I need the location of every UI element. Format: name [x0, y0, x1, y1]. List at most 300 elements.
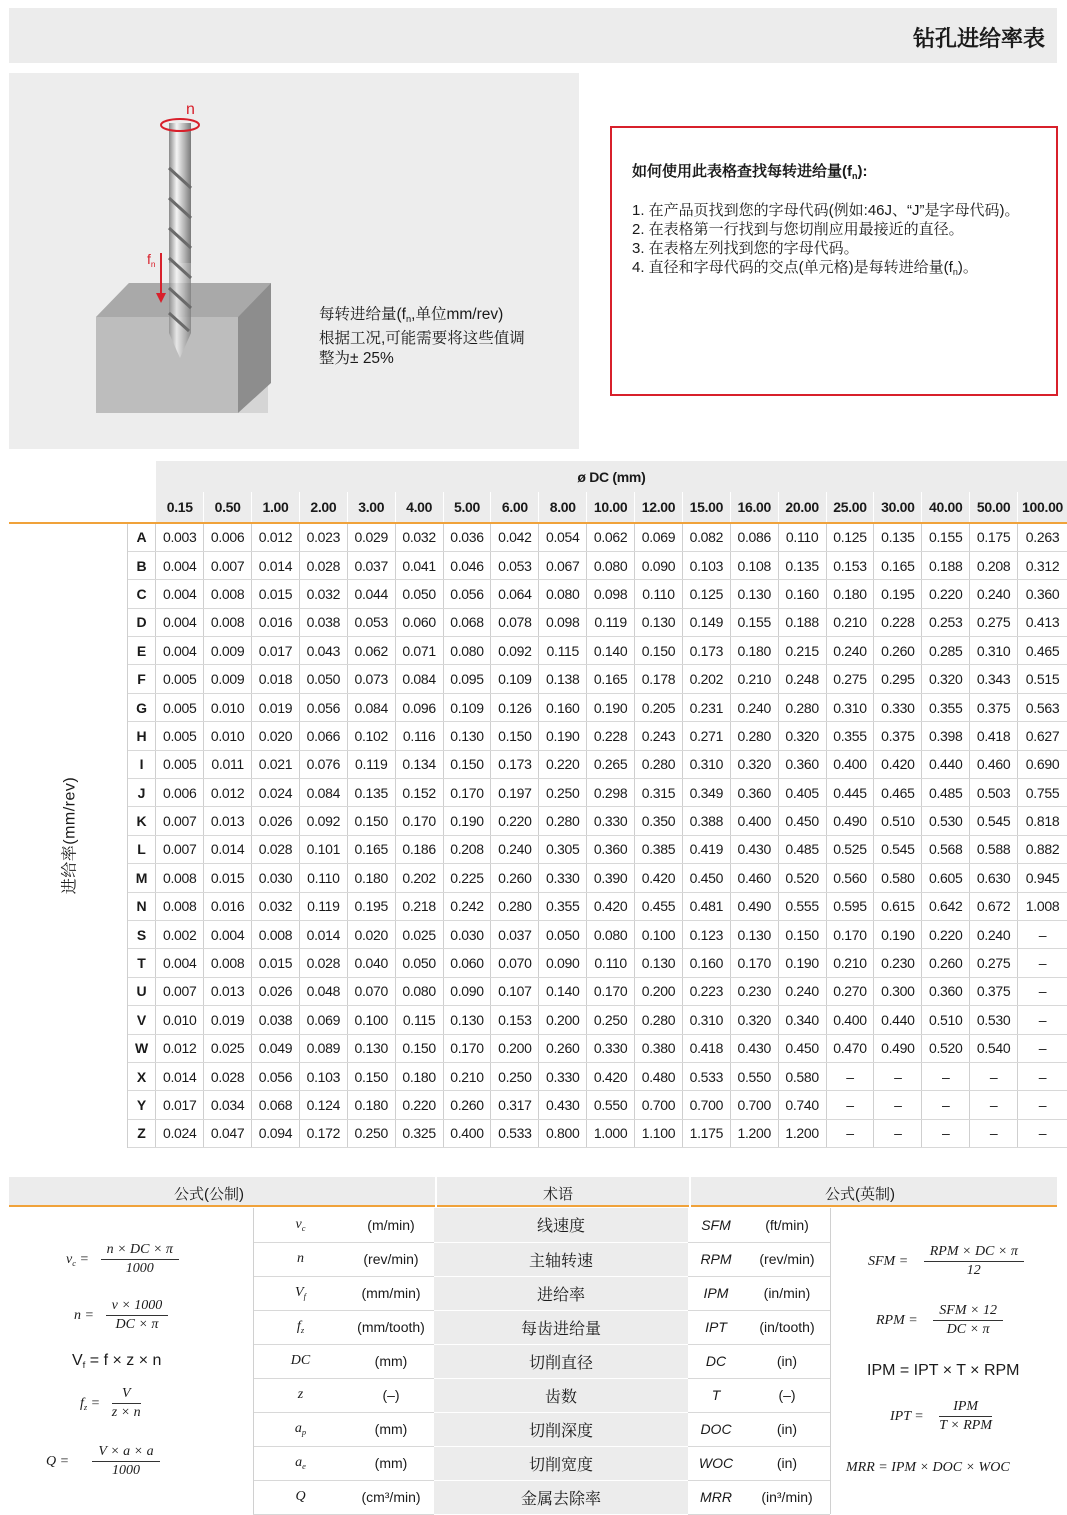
- feed-value: 0.188: [778, 608, 826, 636]
- feed-value: 0.740: [778, 1091, 826, 1119]
- feed-value: 0.450: [778, 1034, 826, 1062]
- feed-value: 0.024: [252, 779, 300, 807]
- feed-value: 0.260: [491, 864, 539, 892]
- feed-value: 0.172: [299, 1119, 347, 1147]
- title-bar: [9, 8, 1057, 63]
- feed-value: 0.200: [635, 977, 683, 1005]
- feed-value: 0.405: [778, 779, 826, 807]
- feed-value: 0.150: [491, 722, 539, 750]
- feed-value: 0.014: [252, 551, 300, 579]
- symbol-text: Q: [295, 1489, 306, 1504]
- feed-value: 0.285: [922, 637, 970, 665]
- howto-steps: [632, 201, 1036, 282]
- formula-fz: $f_z$ = $\frac{V}{z \times n}$: [80, 1386, 141, 1420]
- feed-value: 0.503: [970, 779, 1018, 807]
- feed-value: 0.190: [874, 920, 922, 948]
- feed-value: 0.069: [635, 523, 683, 551]
- feed-value: 0.094: [252, 1119, 300, 1147]
- feed-value: 0.008: [204, 949, 252, 977]
- header-terms: 术语: [543, 1186, 574, 1203]
- feed-value: 0.110: [587, 949, 635, 977]
- feed-value: 0.320: [730, 1006, 778, 1034]
- feed-value: 0.243: [635, 722, 683, 750]
- feed-value: 0.005: [156, 665, 204, 693]
- feed-value: 0.025: [204, 1034, 252, 1062]
- feed-value: 0.800: [539, 1119, 587, 1147]
- feed-value: 0.360: [922, 977, 970, 1005]
- sfm-denominator: 12: [966, 1263, 981, 1278]
- feed-value: 0.560: [826, 864, 874, 892]
- feed-value: 0.490: [826, 807, 874, 835]
- metric-symbol: [253, 1480, 348, 1514]
- metric-symbol: [253, 1310, 348, 1344]
- feed-value: 0.515: [1018, 665, 1067, 693]
- feed-value: 0.490: [730, 892, 778, 920]
- feed-value: 0.095: [443, 665, 491, 693]
- feed-value: 0.006: [204, 523, 252, 551]
- feed-value: 0.056: [299, 693, 347, 721]
- feed-value: 0.178: [635, 665, 683, 693]
- feed-value: 0.642: [922, 892, 970, 920]
- sfm-numerator: RPM × DC × π: [924, 1244, 1024, 1262]
- feed-value: 0.175: [970, 523, 1018, 551]
- feed-value: 0.630: [970, 864, 1018, 892]
- feed-value: 0.119: [587, 608, 635, 636]
- feed-value: 0.070: [491, 949, 539, 977]
- caption-line3: 整为± 25%: [319, 350, 394, 367]
- feed-value: 0.231: [682, 693, 730, 721]
- symbol-sub: e: [302, 1462, 306, 1471]
- howto-step: 1. 在产品页找到您的字母代码(例如:46J、“J”是字母代码)。: [632, 202, 1020, 219]
- feed-value: 0.160: [778, 580, 826, 608]
- table-row: [9, 580, 1067, 608]
- feed-value: –: [922, 1091, 970, 1119]
- letter-code: U: [127, 977, 156, 1005]
- term-row: [253, 1378, 830, 1412]
- feed-value: 0.312: [1018, 551, 1067, 579]
- term-row: [253, 1412, 830, 1446]
- feed-value: –: [826, 1062, 874, 1090]
- feed-value: 0.007: [156, 807, 204, 835]
- feed-value: 0.240: [491, 835, 539, 863]
- feed-value: 0.107: [491, 977, 539, 1005]
- feed-value: 0.007: [156, 977, 204, 1005]
- feed-value: 0.440: [922, 750, 970, 778]
- symbol-sub: p: [301, 1428, 307, 1437]
- feed-value: 0.010: [156, 1006, 204, 1034]
- feed-value: 0.210: [443, 1062, 491, 1090]
- feed-value: 0.026: [252, 977, 300, 1005]
- feed-value: 0.015: [252, 949, 300, 977]
- feed-value: 0.228: [587, 722, 635, 750]
- symbol-sub: z: [300, 1326, 305, 1335]
- feed-value: 0.349: [682, 779, 730, 807]
- feed-value: –: [1018, 1006, 1067, 1034]
- feed-value: 0.225: [443, 864, 491, 892]
- feed-value: 0.012: [252, 523, 300, 551]
- feed-value: 0.060: [443, 949, 491, 977]
- feed-value: 0.510: [874, 807, 922, 835]
- caption-sub: n: [405, 314, 412, 324]
- feed-value: 0.317: [491, 1091, 539, 1119]
- imperial-unit: (in): [744, 1446, 830, 1480]
- feed-value: 0.078: [491, 608, 539, 636]
- feed-value: 0.170: [587, 977, 635, 1005]
- feed-value: 0.360: [587, 835, 635, 863]
- diameter-header: 30.00: [874, 492, 922, 523]
- imperial-symbol: WOC: [688, 1446, 744, 1480]
- formula-header: [9, 1177, 1057, 1207]
- terms-table: [253, 1208, 830, 1515]
- feed-value: 0.115: [539, 637, 587, 665]
- feed-value: 0.066: [299, 722, 347, 750]
- feed-value: 0.047: [204, 1119, 252, 1147]
- feed-value: 0.230: [874, 949, 922, 977]
- diameter-header: 3.00: [347, 492, 395, 523]
- metric-symbol: [253, 1378, 348, 1412]
- howto-heading-sub: n: [852, 171, 858, 181]
- drill-diagram: [9, 73, 579, 449]
- term-name: 每齿进给量: [434, 1310, 688, 1344]
- feed-value: 0.180: [347, 1091, 395, 1119]
- ipt-denominator: T × RPM: [939, 1418, 993, 1433]
- feed-value: 0.343: [970, 665, 1018, 693]
- feed-value: 0.485: [922, 779, 970, 807]
- feed-value: 0.125: [826, 523, 874, 551]
- imperial-symbol: SFM: [688, 1208, 744, 1242]
- table-row: [9, 1091, 1067, 1119]
- feed-value: 0.138: [539, 665, 587, 693]
- feed-value: 0.115: [395, 1006, 443, 1034]
- imperial-unit: (–): [744, 1378, 830, 1412]
- feed-value: –: [874, 1091, 922, 1119]
- formula-vc: $v_c$ = $\frac{n \times DC \times \pi}{1000}$: [66, 1242, 179, 1277]
- feed-value: 0.271: [682, 722, 730, 750]
- feed-value: 0.400: [730, 807, 778, 835]
- imperial-symbol: DOC: [688, 1412, 744, 1446]
- feed-value: 0.270: [826, 977, 874, 1005]
- feed-value: 0.004: [156, 608, 204, 636]
- feed-value: 0.580: [874, 864, 922, 892]
- feed-value: 0.003: [156, 523, 204, 551]
- feed-value: 0.064: [491, 580, 539, 608]
- diameter-header: 8.00: [539, 492, 587, 523]
- feed-value: –: [826, 1091, 874, 1119]
- feed-value: 0.013: [204, 807, 252, 835]
- feed-value: 0.043: [299, 637, 347, 665]
- imperial-unit: (in/min): [744, 1276, 830, 1310]
- feed-value: 0.945: [1018, 864, 1067, 892]
- feed-value: 0.320: [730, 750, 778, 778]
- formula-vf: $V_f = f \times z \times n$: [72, 1352, 162, 1371]
- feed-value: 0.019: [204, 1006, 252, 1034]
- rpm-denominator: DC × π: [946, 1322, 990, 1337]
- feed-value: 0.208: [970, 551, 1018, 579]
- feed-value: 0.026: [252, 807, 300, 835]
- feed-value: 0.108: [730, 551, 778, 579]
- feed-value: 0.140: [587, 637, 635, 665]
- feed-value: 0.220: [395, 1091, 443, 1119]
- feed-value: 0.092: [491, 637, 539, 665]
- feed-value: 0.253: [922, 608, 970, 636]
- feed-value: 0.280: [730, 722, 778, 750]
- feed-value: 0.050: [299, 665, 347, 693]
- metric-unit: (mm): [348, 1446, 434, 1480]
- feed-value: 0.103: [682, 551, 730, 579]
- feed-value: 0.130: [730, 580, 778, 608]
- feed-value: 0.048: [299, 977, 347, 1005]
- term-name: 切削深度: [434, 1412, 688, 1446]
- feed-value: 0.490: [874, 1034, 922, 1062]
- feed-value: 0.418: [970, 722, 1018, 750]
- feed-value: 0.180: [395, 1062, 443, 1090]
- table-row: [9, 807, 1067, 835]
- feed-value: –: [826, 1119, 874, 1147]
- term-name: 进给率: [434, 1276, 688, 1310]
- feed-value: –: [970, 1119, 1018, 1147]
- metric-unit: (cm³/min): [348, 1480, 434, 1514]
- feed-value: 0.510: [922, 1006, 970, 1034]
- feed-value: 0.195: [347, 892, 395, 920]
- feed-value: 0.067: [539, 551, 587, 579]
- feed-value: 0.445: [826, 779, 874, 807]
- term-row: [253, 1480, 830, 1514]
- feed-value: 0.188: [922, 551, 970, 579]
- metric-unit: (–): [348, 1378, 434, 1412]
- feed-value: 0.430: [539, 1091, 587, 1119]
- feed-value: 0.455: [635, 892, 683, 920]
- fn-label: [147, 251, 156, 269]
- feed-value: 0.615: [874, 892, 922, 920]
- letter-code: N: [127, 892, 156, 920]
- imperial-unit: (in³/min): [744, 1480, 830, 1514]
- howto-step4-sub: n: [952, 267, 958, 277]
- feed-value: 0.130: [635, 949, 683, 977]
- diameter-header: 1.00: [252, 492, 300, 523]
- feed-value: 0.419: [682, 835, 730, 863]
- feed-value: 0.330: [587, 807, 635, 835]
- feed-value: 0.485: [778, 835, 826, 863]
- feed-value: 0.210: [826, 608, 874, 636]
- feed-value: 0.480: [635, 1062, 683, 1090]
- table-row: [9, 892, 1067, 920]
- feed-value: 0.014: [156, 1062, 204, 1090]
- feed-value: 0.084: [395, 665, 443, 693]
- feed-value: –: [874, 1119, 922, 1147]
- feed-value: 0.755: [1018, 779, 1067, 807]
- feed-value: 0.109: [491, 665, 539, 693]
- howto-heading-end: ):: [857, 163, 868, 180]
- feed-value: 0.010: [204, 693, 252, 721]
- feed-value: 0.465: [874, 779, 922, 807]
- letter-code: Y: [127, 1091, 156, 1119]
- feed-value: 0.430: [730, 1034, 778, 1062]
- feed-value: 0.130: [443, 722, 491, 750]
- feed-value: 0.125: [682, 580, 730, 608]
- feed-value: 0.460: [730, 864, 778, 892]
- feed-value: 0.325: [395, 1119, 443, 1147]
- feed-value: 0.420: [874, 750, 922, 778]
- feed-value: 0.180: [730, 637, 778, 665]
- feed-value: 0.223: [682, 977, 730, 1005]
- feed-value: 0.340: [778, 1006, 826, 1034]
- metric-symbol: [253, 1446, 348, 1480]
- feed-value: 0.012: [204, 779, 252, 807]
- feed-value: 0.430: [730, 835, 778, 863]
- feed-value: –: [922, 1119, 970, 1147]
- feed-value: 0.119: [299, 892, 347, 920]
- term-name: 齿数: [434, 1378, 688, 1412]
- formula-rpm: RPM = $\frac{\text{SFM × 12}}{DC \times \pi}$: [876, 1303, 1003, 1338]
- feed-value: 0.355: [539, 892, 587, 920]
- imperial-symbol: RPM: [688, 1242, 744, 1276]
- term-row: [253, 1242, 830, 1276]
- feed-rate-table: [9, 461, 1067, 1148]
- table-row: [9, 977, 1067, 1005]
- symbol-text: a: [294, 1421, 302, 1436]
- feed-value: 0.180: [347, 864, 395, 892]
- metric-unit: (mm): [348, 1344, 434, 1378]
- feed-value: 0.190: [443, 807, 491, 835]
- feed-value: 0.062: [587, 523, 635, 551]
- feed-value: 0.280: [491, 892, 539, 920]
- feed-value: 0.627: [1018, 722, 1067, 750]
- feed-value: 0.005: [156, 750, 204, 778]
- feed-value: 0.134: [395, 750, 443, 778]
- feed-value: 0.006: [156, 779, 204, 807]
- feed-value: 0.056: [443, 580, 491, 608]
- feed-value: 0.149: [682, 608, 730, 636]
- metric-symbol: [253, 1344, 348, 1378]
- feed-value: 0.018: [252, 665, 300, 693]
- feed-value: 0.375: [970, 977, 1018, 1005]
- feed-value: 0.140: [539, 977, 587, 1005]
- feed-value: 0.275: [970, 949, 1018, 977]
- feed-value: 0.170: [443, 1034, 491, 1062]
- table-row: [9, 693, 1067, 721]
- n-numerator: v × 1000: [106, 1298, 169, 1316]
- feed-value: 0.150: [635, 637, 683, 665]
- feed-value: 0.250: [491, 1062, 539, 1090]
- feed-value: 0.248: [778, 665, 826, 693]
- letter-code: M: [127, 864, 156, 892]
- feed-value: 0.240: [826, 637, 874, 665]
- feed-value: 0.315: [635, 779, 683, 807]
- feed-value: 0.190: [778, 949, 826, 977]
- feed-value: 0.017: [156, 1091, 204, 1119]
- feed-value: –: [1018, 1091, 1067, 1119]
- feed-value: 0.280: [635, 1006, 683, 1034]
- feed-value: 0.540: [970, 1034, 1018, 1062]
- feed-value: 0.230: [730, 977, 778, 1005]
- feed-value: 0.310: [826, 693, 874, 721]
- feed-value: 0.116: [395, 722, 443, 750]
- term-row: [253, 1446, 830, 1480]
- term-name: 切削宽度: [434, 1446, 688, 1480]
- letter-code: S: [127, 920, 156, 948]
- feed-value: 0.220: [922, 580, 970, 608]
- table-row: [9, 1062, 1067, 1090]
- imperial-symbol: T: [688, 1378, 744, 1412]
- feed-value: 0.150: [347, 807, 395, 835]
- feed-value: 0.036: [443, 523, 491, 551]
- feed-value: 1.100: [635, 1119, 683, 1147]
- letter-code: H: [127, 722, 156, 750]
- diameter-header: 100.00: [1018, 492, 1067, 523]
- symbol-sub: c: [301, 1223, 306, 1233]
- feed-value: 0.109: [443, 693, 491, 721]
- feed-value: 0.011: [204, 750, 252, 778]
- feed-value: 0.071: [395, 637, 443, 665]
- metric-symbol: [253, 1242, 348, 1276]
- feed-value: 0.135: [874, 523, 922, 551]
- howto-step4-end: )。: [957, 259, 978, 276]
- feed-value: 0.173: [682, 637, 730, 665]
- feed-value: 0.004: [156, 580, 204, 608]
- feed-value: 0.110: [778, 523, 826, 551]
- feed-value: 0.053: [347, 608, 395, 636]
- feed-value: 0.135: [347, 779, 395, 807]
- feed-value: 0.202: [682, 665, 730, 693]
- feed-value: 0.355: [826, 722, 874, 750]
- feed-value: 0.700: [730, 1091, 778, 1119]
- diameter-header: 10.00: [587, 492, 635, 523]
- feed-value: 0.260: [874, 637, 922, 665]
- feed-value: 0.150: [443, 750, 491, 778]
- feed-value: 0.050: [395, 949, 443, 977]
- feed-value: 0.260: [443, 1091, 491, 1119]
- table-row: [9, 1006, 1067, 1034]
- feed-value: 0.418: [682, 1034, 730, 1062]
- diameter-header: 2.00: [299, 492, 347, 523]
- feed-value: 0.084: [299, 779, 347, 807]
- diameter-header: 15.00: [682, 492, 730, 523]
- term-name: 主轴转速: [434, 1242, 688, 1276]
- feed-value: 0.050: [395, 580, 443, 608]
- feed-value: 0.388: [682, 807, 730, 835]
- table-row: [9, 608, 1067, 636]
- formula-n: n = $\frac{v \times 1000}{DC \times \pi}$: [74, 1298, 168, 1333]
- feed-value: 0.330: [874, 693, 922, 721]
- feed-value: 0.160: [682, 949, 730, 977]
- feed-value: 0.165: [347, 835, 395, 863]
- feed-value: 0.210: [730, 665, 778, 693]
- imperial-unit: (rev/min): [744, 1242, 830, 1276]
- feed-value: –: [1018, 1034, 1067, 1062]
- feed-value: 0.580: [778, 1062, 826, 1090]
- feed-value: 0.080: [587, 551, 635, 579]
- feed-value: 1.000: [587, 1119, 635, 1147]
- feed-value: 0.032: [395, 523, 443, 551]
- feed-value: 0.390: [587, 864, 635, 892]
- feed-value: 0.250: [347, 1119, 395, 1147]
- feed-value: 0.481: [682, 892, 730, 920]
- fz-denominator: z × n: [111, 1405, 141, 1420]
- feed-value: 0.180: [826, 580, 874, 608]
- symbol-text: DC: [290, 1353, 311, 1368]
- feed-value: 0.028: [204, 1062, 252, 1090]
- feed-value: 0.280: [539, 807, 587, 835]
- symbol-text: f: [296, 1319, 301, 1334]
- feed-value: 0.016: [252, 608, 300, 636]
- side-label: [9, 523, 127, 1148]
- feed-value: 0.385: [635, 835, 683, 863]
- feed-value: 0.004: [156, 551, 204, 579]
- howto-heading: [632, 160, 1036, 181]
- feed-value: 0.046: [443, 551, 491, 579]
- symbol-text: z: [297, 1387, 304, 1402]
- feed-value: 0.050: [539, 920, 587, 948]
